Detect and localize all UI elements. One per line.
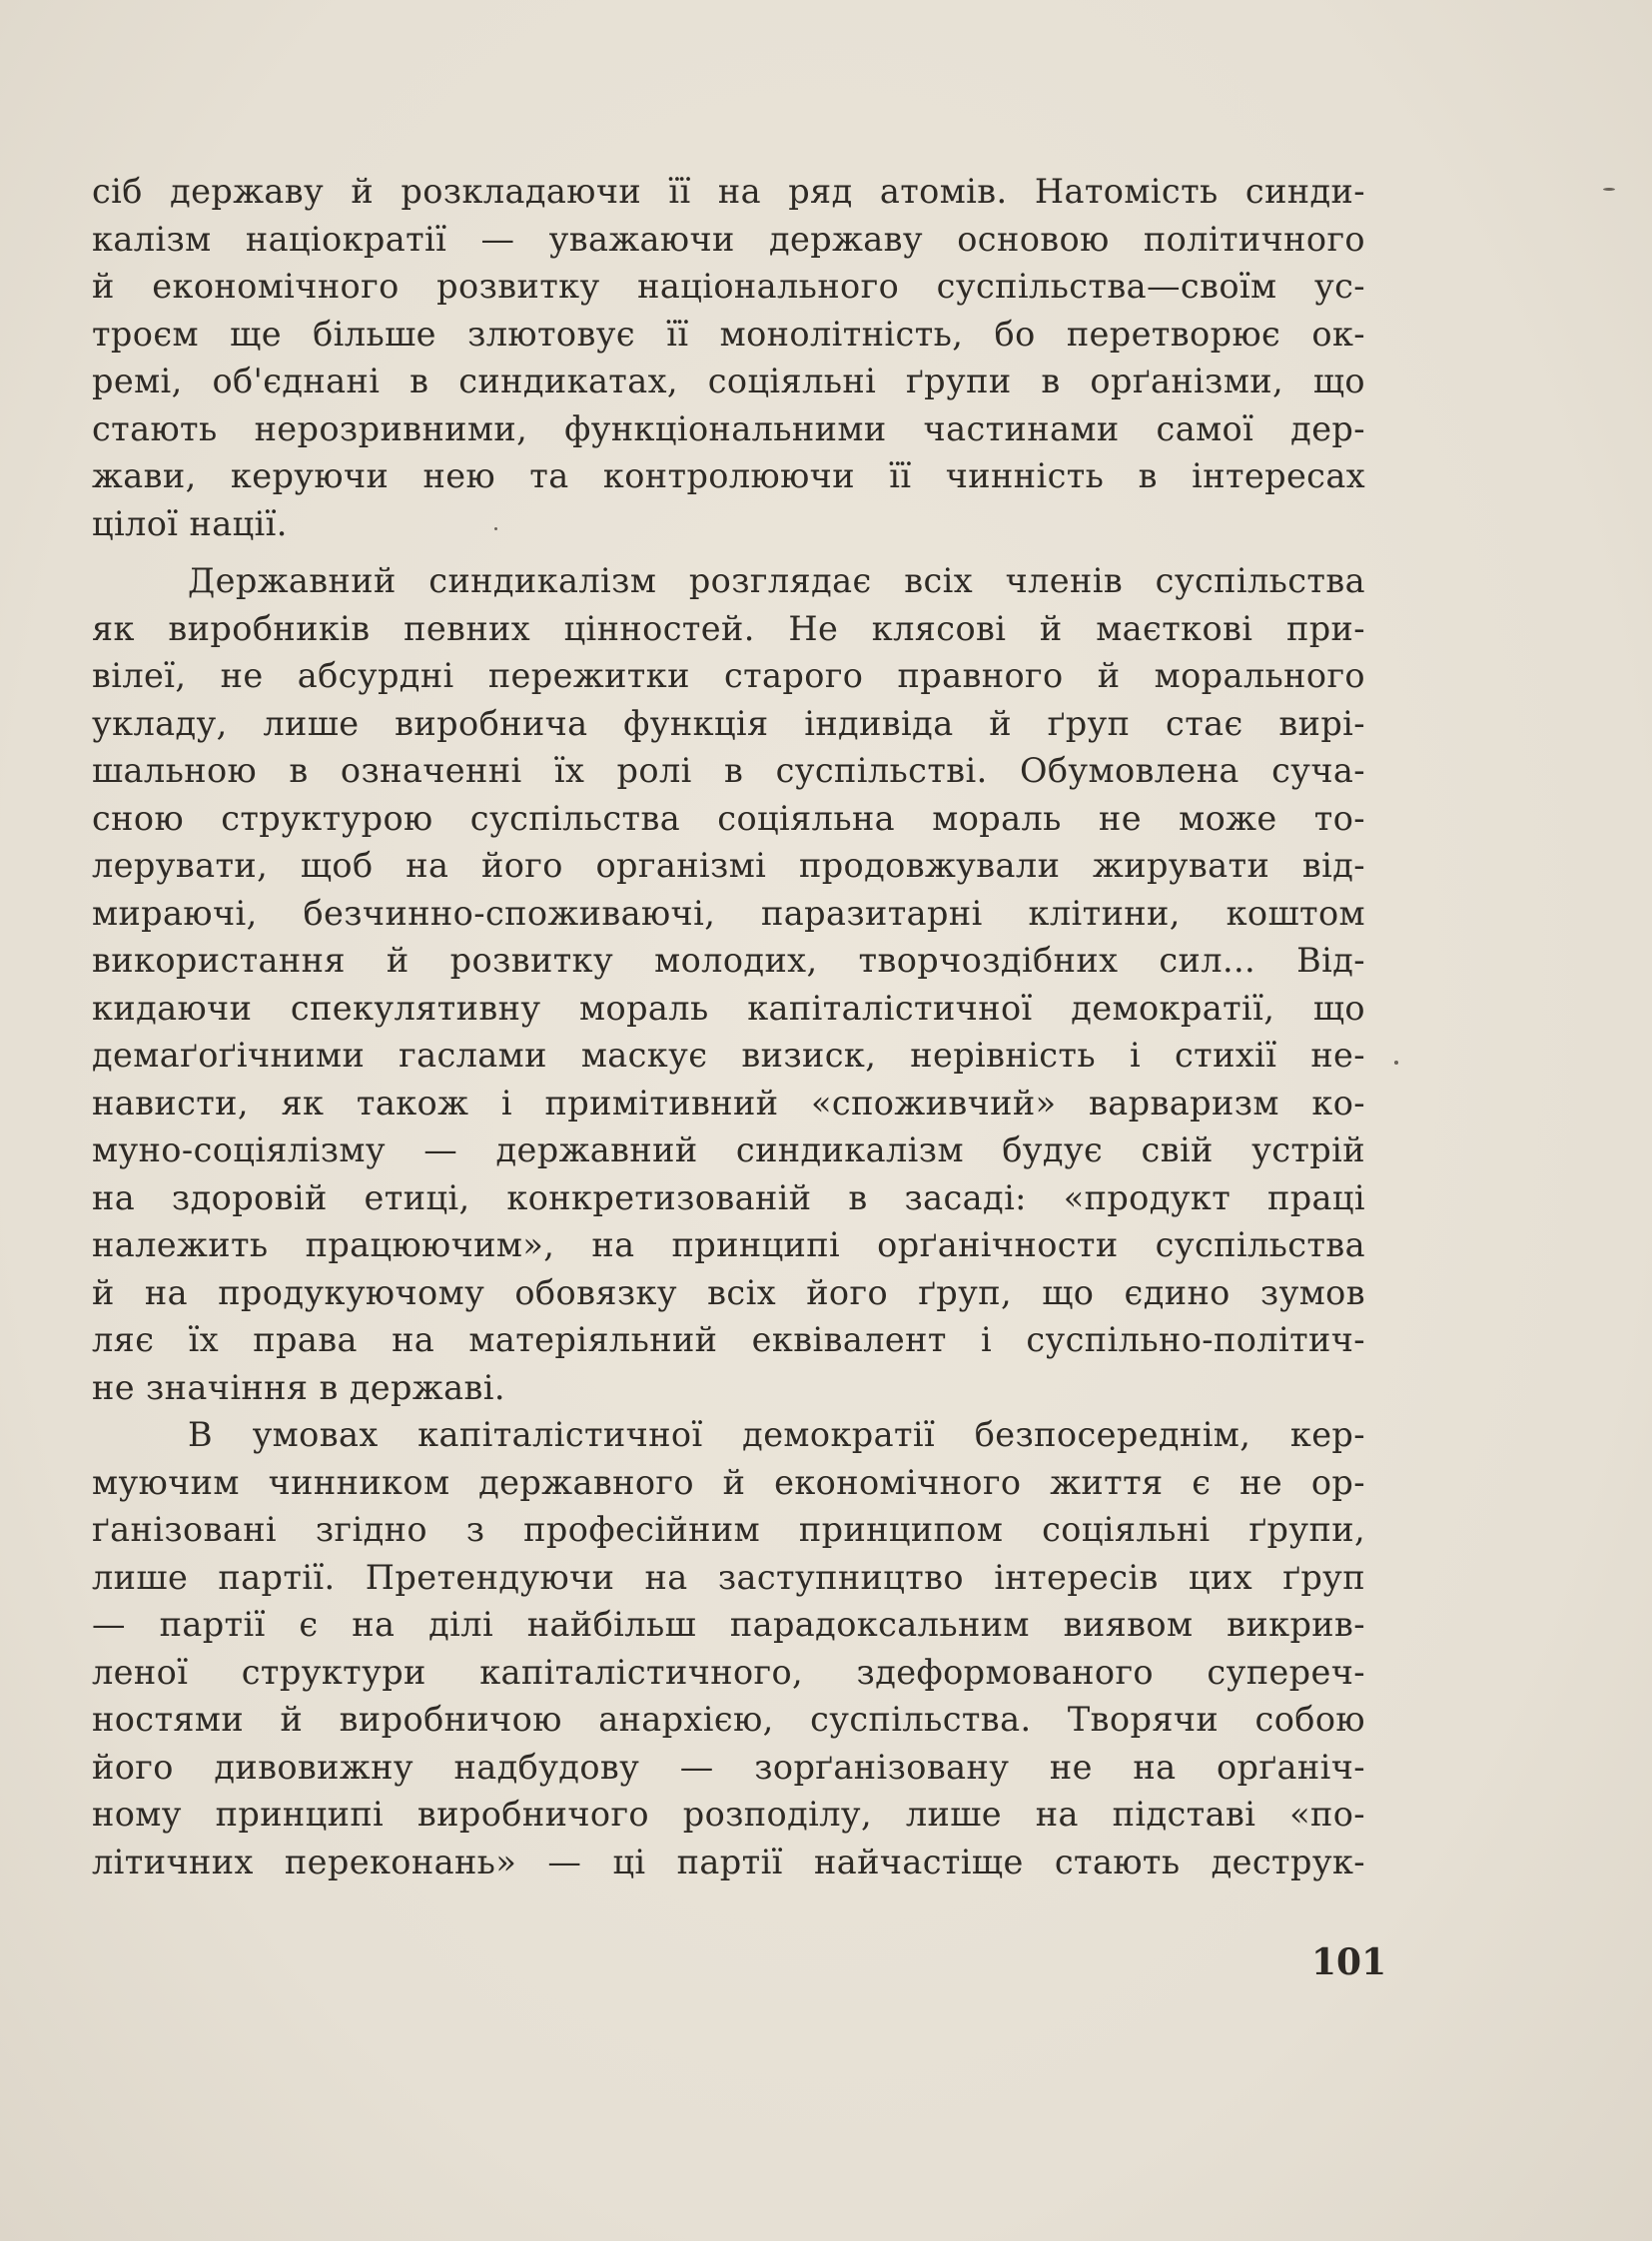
text-line: лише партії. Претендуючи на заступництво інтересів цих ґруп xyxy=(92,1557,1365,1597)
text-line: мираючі, безчинно-споживаючі, паразитарні клітини, коштом xyxy=(92,893,1365,933)
text-line: калізм націократії — уважаючи державу основою політичного xyxy=(92,219,1365,259)
text-line: кидаючи спекулятивну мораль капіталістичної демократії, що xyxy=(92,988,1365,1028)
text-line: й на продукуючому обовязку всіх його ґруп, що єдино зумов xyxy=(92,1272,1365,1312)
body-text xyxy=(92,168,1365,1885)
text-line: й економічного розвитку національного суспільства—своїм ус- xyxy=(92,267,1365,306)
text-line: шальною в означенні їх ролі в суспільстві. Обумовлена суча- xyxy=(92,751,1365,790)
text-line: цілої нації. xyxy=(92,503,288,543)
text-line: муно-соціялізму — державний синдикалізм будує свій устрій xyxy=(92,1130,1365,1169)
paragraph xyxy=(92,168,1365,547)
text-line: на здоровій етиці, конкретизованій в засаді: «продукт праці xyxy=(92,1177,1365,1217)
text-line: сіб державу й розкладаючи її на ряд атомів. Натомість синди- xyxy=(92,172,1365,211)
text-line: троєм ще більше злютовує її монолітність, бо перетворює ок- xyxy=(92,314,1365,354)
text-line: муючим чинником державного й економічного життя є не ор- xyxy=(92,1462,1365,1502)
text-line: — партії є на ділі найбільш парадоксальним виявом викрив- xyxy=(92,1605,1365,1644)
text-line: належить працюючим», на принципі орґанічности суспільства xyxy=(92,1225,1365,1264)
text-line: лерувати, щоб на його організмі продовжували жирувати від- xyxy=(92,846,1365,885)
text-line: ляє їх права на матеріяльний еквівалент і суспільно-політич- xyxy=(92,1320,1365,1359)
paragraph xyxy=(92,1411,1365,1885)
paper-speck xyxy=(1394,1061,1398,1065)
text-line: Державний синдикалізм розглядає всіх членів суспільства xyxy=(188,561,1365,600)
text-line: його дивовижну надбудову — зорґанізовану не на орґаніч- xyxy=(92,1747,1365,1787)
text-line: ремі, об'єднані в синдикатах, соціяльні ґрупи в орґанізми, що xyxy=(92,362,1365,400)
text-line: укладу, лише виробнича функція індивіда й ґруп стає вирі- xyxy=(92,703,1365,743)
paper-speck xyxy=(494,527,497,530)
text-line: леної структури капіталістичного, здеформованого супереч- xyxy=(92,1652,1365,1692)
page-number: 101 xyxy=(1311,1941,1387,1983)
text-line: сною структурою суспільства соціяльна мораль не може то- xyxy=(92,798,1365,838)
paragraph-gap xyxy=(92,547,1365,557)
text-line: нависти, як також і примітивний «споживчий» варваризм ко- xyxy=(92,1083,1365,1122)
text-line: стають нерозривними, функціональними частинами самої дер- xyxy=(92,408,1365,448)
text-line: літичних переконань» — ці партії найчастіще стають деструк- xyxy=(92,1842,1365,1881)
text-line: ному принципі виробничого розподілу, лише на підставі «по- xyxy=(92,1795,1365,1834)
paper-speck xyxy=(1603,188,1615,191)
text-line: не значіння в державі. xyxy=(92,1367,505,1407)
text-line: ґанізовані згідно з професійним принципом соціяльні ґрупи, xyxy=(92,1510,1365,1549)
text-line: як виробників певних цінностей. Не клясові й маєткові при- xyxy=(92,608,1365,648)
text-line: використання й розвитку молодих, творчоздібних сил... Від- xyxy=(92,941,1365,980)
text-line: ностями й виробничою анархією, суспільства. Творячи собою xyxy=(92,1700,1365,1739)
text-line: демаґоґічними гаслами маскує визиск, нерівність і стихії не- xyxy=(92,1036,1365,1075)
text-line: жави, керуючи нею та контролюючи її чинність в інтересах xyxy=(92,456,1365,495)
paragraph xyxy=(92,557,1365,1411)
text-line: вілеї, не абсурдні пережитки старого правного й морального xyxy=(92,656,1365,695)
text-line: В умовах капіталістичної демократії безпосереднім, кер- xyxy=(188,1415,1365,1454)
